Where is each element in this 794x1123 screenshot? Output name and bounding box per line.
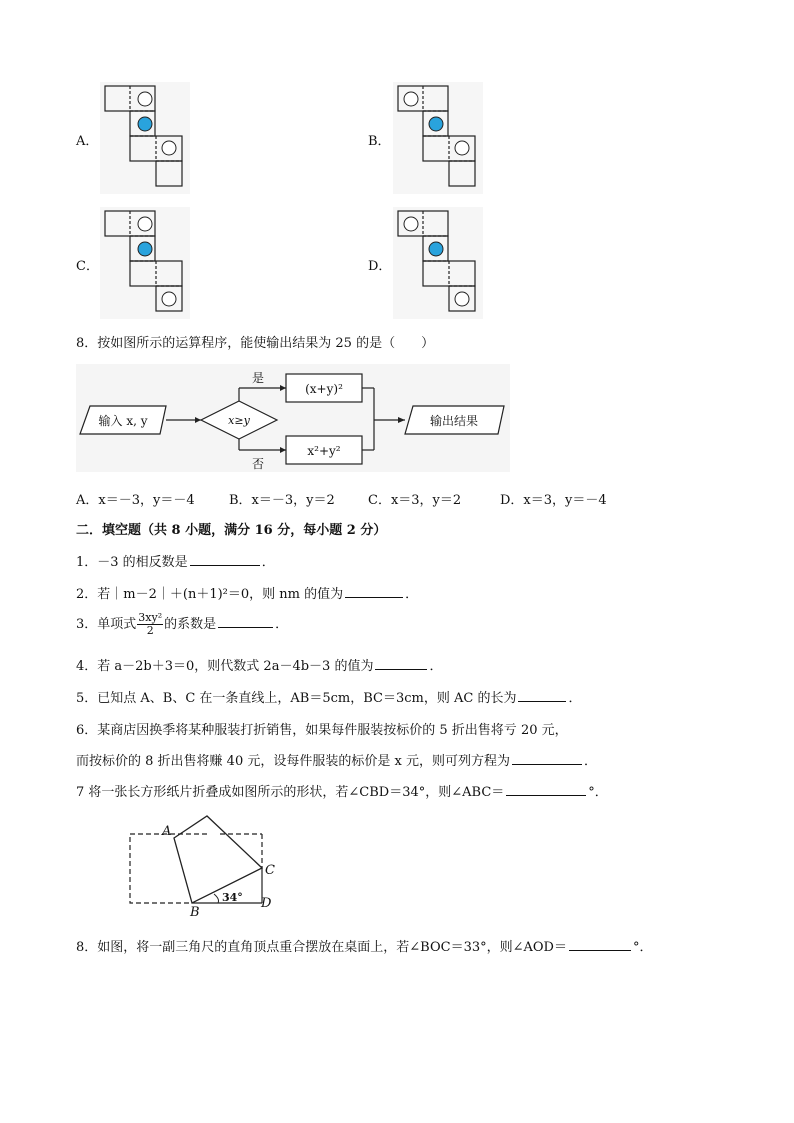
fill-q5-text: 5．已知点 A、B、C 在一条直线上，AB＝5cm，BC＝3cm，则 AC 的长为: [76, 691, 517, 706]
flow-no-text: 否: [252, 457, 265, 471]
flow-input-text: 输入 x, y: [98, 414, 148, 428]
answer-blank[interactable]: [569, 949, 631, 951]
fill-q6-line1: 6．某商店因换季将某种服装打折销售，如果每件服装按标价的 5 折出售将亏 20 元，: [76, 723, 568, 738]
option-a-figure: [100, 82, 190, 194]
option-b-label: B．: [368, 134, 391, 149]
option-d-label: D．: [368, 259, 392, 274]
section-heading: 二．填空题（共 8 小题，满分 16 分，每小题 2 分）: [76, 523, 387, 538]
fold-label-c: C: [265, 863, 275, 878]
fill-q7: 7 将一张长方形纸片折叠成如图所示的形状，若∠CBD＝34°，则∠ABC＝ °．: [76, 785, 608, 800]
q8-flowchart: [76, 364, 510, 472]
fill-q8: 8．如图，将一副三角尺的直角顶点重合摆放在桌面上，若∠BOC＝33°，则∠AOD＝ °．: [76, 940, 653, 955]
flow-output-text: 输出结果: [429, 414, 479, 428]
fill-q2: 2．若｜m－2｜＋(n＋1)²＝0，则 nm 的值为 ．: [76, 587, 419, 602]
option-c-label: C．: [76, 259, 99, 274]
flow-yes-text: 是: [252, 371, 265, 385]
fold-label-a: A: [162, 824, 172, 839]
fill-q3: 3．单项式 $\frac{\text{3xy²}}{2}$ 的系数是 ．: [76, 611, 289, 637]
fold-label-b: B: [190, 905, 200, 920]
monomial-fraction: $\frac{\text{3xy²}}{2}$: [138, 611, 163, 637]
fill-q5: 5．已知点 A、B、C 在一条直线上，AB＝5cm，BC＝3cm，则 AC 的长为 ．: [76, 691, 582, 706]
fill-q7-text: 7 将一张长方形纸片折叠成如图所示的形状，若∠CBD＝34°，则∠ABC＝: [76, 785, 505, 800]
fold-figure: [122, 808, 292, 920]
q8-choice-c: C．x＝3，y＝2: [368, 493, 462, 508]
fill-q4-text: 4．若 a－2b＋3＝0，则代数式 2a－4b－3 的值为: [76, 659, 374, 674]
answer-blank[interactable]: [512, 763, 582, 765]
fill-q8-text: 8．如图，将一副三角尺的直角顶点重合摆放在桌面上，若∠BOC＝33°，则∠AOD＝: [76, 940, 567, 955]
option-a-label: A．: [76, 134, 99, 149]
answer-blank[interactable]: [375, 668, 427, 670]
flow-condition-text: x≥y: [228, 414, 250, 427]
fold-angle-label: 34°: [222, 891, 243, 904]
answer-blank[interactable]: [518, 700, 566, 702]
answer-blank[interactable]: [506, 794, 586, 796]
option-b-figure: [393, 82, 483, 194]
option-d-figure: [393, 207, 483, 319]
q8-choice-d: D．x＝3，y＝－4: [500, 493, 607, 508]
answer-blank[interactable]: [190, 564, 260, 566]
fold-label-d: D: [261, 896, 272, 911]
fill-q1: 1．－3 的相反数是 ．: [76, 555, 275, 570]
q8-stem: 8．按如图所示的运算程序，能使输出结果为 25 的是（ ）: [76, 336, 435, 351]
fill-q3-text: 3．单项式: [76, 617, 137, 632]
option-c-figure: [100, 207, 190, 319]
flow-yes-expr: (x+y)²: [305, 382, 343, 396]
fill-q6: 而按标价的 8 折出售将赚 40 元，设每件服装的标价是 x 元，则可列方程为 ．: [76, 754, 597, 769]
answer-blank[interactable]: [345, 596, 403, 598]
fill-q1-text: 1．－3 的相反数是: [76, 555, 188, 570]
answer-blank[interactable]: [218, 626, 273, 628]
q8-choice-a: A．x＝－3，y＝－4: [76, 493, 195, 508]
fill-q2-text: 2．若｜m－2｜＋(n＋1)²＝0，则 nm 的值为: [76, 587, 344, 602]
fill-q4: 4．若 a－2b＋3＝0，则代数式 2a－4b－3 的值为 ．: [76, 659, 443, 674]
fill-q6-text: 而按标价的 8 折出售将赚 40 元，设每件服装的标价是 x 元，则可列方程为: [76, 754, 510, 769]
flow-no-expr: x²+y²: [307, 444, 341, 458]
q8-choice-b: B．x＝－3，y＝2: [229, 493, 335, 508]
